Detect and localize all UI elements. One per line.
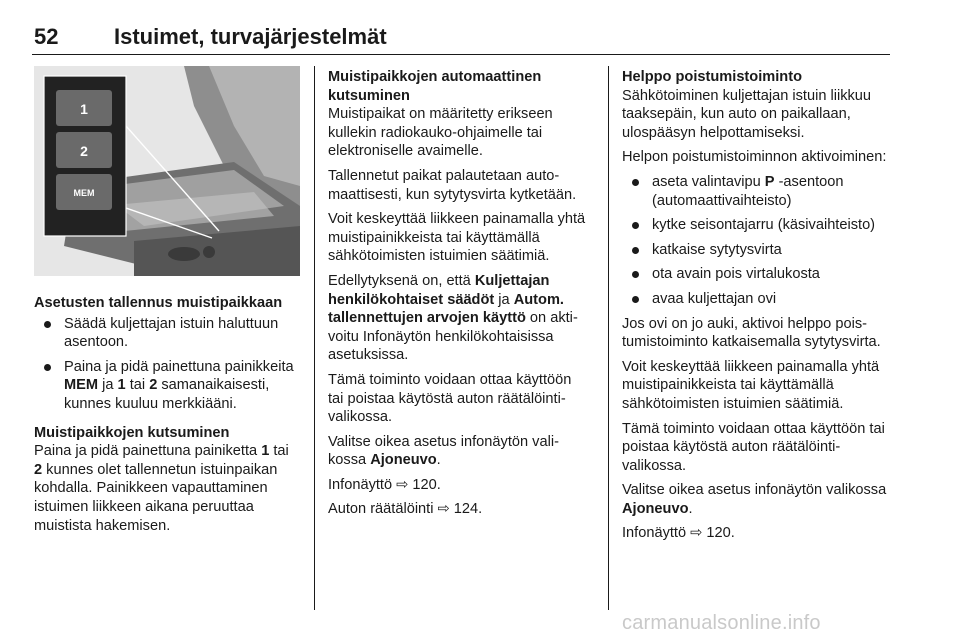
paragraph: Tallennetut paikat palautetaan automaattisesti, kun sytytysvirta kytketään. xyxy=(328,167,577,203)
seat-memory-figure xyxy=(34,66,300,276)
save-steps-list xyxy=(34,315,300,414)
paragraph: Voit keskeyttää liikkeen painamalla yhtä muistipainikkeista tai käyttämällä sähkötoimisten istuimien säätimiä. xyxy=(622,358,880,412)
paragraph: Sähkötoiminen kuljettajan istuin liikkuu taaksepäin, kun auto on paikallaan, ulospääsyn helpottamiseksi. xyxy=(622,87,872,141)
paragraph: Jos ovi on jo auki, aktivoi helppo poistumistoiminto katkaisemalla sytytysvirta. xyxy=(622,315,881,351)
list-item: aseta valintavipu P -asentoon (automaattivaihteisto) xyxy=(622,173,892,210)
chapter-title: Istuimet, turvajärjestelmät xyxy=(114,24,387,49)
column-1 xyxy=(34,294,300,541)
watermark: carmanualsonline.info xyxy=(622,612,821,634)
paragraph: Valitse oikea asetus infonäytön valikossa Ajoneuvo. xyxy=(328,433,559,469)
save-heading: Asetusten tallennus muistipaikkaan xyxy=(34,295,283,311)
paragraph: Tämä toiminto voidaan ottaa käyttöön tai poistaa käytöstä auton räätälöintivalikossa. xyxy=(622,420,885,474)
list-item: ota avain pois virtalukosta xyxy=(622,265,892,284)
column-divider xyxy=(608,66,609,610)
cross-reference: Auton räätälöinti ⇨ 124. xyxy=(328,501,483,518)
recall-paragraph: Paina ja pidä painettuna painiketta 1 tai 2 kunnes olet tallennetun istuinpaikan kohdalla. Painikkeen vapauttaminen istuimen liikkeen aikana peruuttaa muistista hakemisen. xyxy=(34,443,289,534)
auto-recall-heading: Muistipaikkojen automaattinen kutsuminen xyxy=(328,69,542,104)
cross-reference: Infonäyttö ⇨ 120. xyxy=(622,525,735,542)
list-item: katkaise sytytysvirta xyxy=(622,241,892,260)
column-2 xyxy=(328,68,586,525)
paragraph: Valitse oikea asetus infonäytön valikossa Ajoneuvo. xyxy=(622,482,887,517)
list-item: avaa kuljettajan ovi xyxy=(622,290,892,309)
button-mem-label: MEM xyxy=(73,188,95,198)
memory-seat-buttons-illustration xyxy=(34,66,300,276)
column-divider xyxy=(314,66,315,610)
button-2-label: 2 xyxy=(80,143,88,159)
paragraph: Helpon poistumistoiminnon aktivoiminen: xyxy=(622,149,887,166)
paragraph: Tämä toiminto voidaan ottaa käyttöön tai poistaa käytöstä auton räätälöintivalikossa. xyxy=(328,371,572,426)
button-1-label: 1 xyxy=(80,101,88,117)
activation-steps-list xyxy=(622,173,892,309)
paragraph: Voit keskeyttää liikkeen painamalla yhtä muistipainikkeista tai käyttämällä sähkötoimisten istuimien säätimiä. xyxy=(328,211,586,265)
recall-heading: Muistipaikkojen kutsuminen xyxy=(34,424,230,441)
cross-reference: Infonäyttö ⇨ 120. xyxy=(328,476,441,493)
list-item: Säädä kuljettajan istuin haluttuun asentoon. xyxy=(34,315,300,352)
page-header xyxy=(32,24,890,55)
list-item: kytke seisontajarru (käsivaihteisto) xyxy=(622,216,892,235)
column-3 xyxy=(622,68,892,549)
page-number: 52 xyxy=(34,24,59,49)
paragraph: Muistipaikat on määritetty erikseen kullekin radiokauko-ohjaimelle tai elektroniselle avaimelle. xyxy=(328,106,553,160)
paragraph: Edellytyksenä on, että Kuljettajan henkilökohtaiset säädöt ja Autom. tallennettujen arvojen käyttö on aktivoitu Infonäytön henkilökohtaisissa asetuksissa. xyxy=(328,272,578,364)
easy-exit-heading: Helppo poistumistoiminto xyxy=(622,69,802,85)
list-item: Paina ja pidä painettuna painikkeita MEM ja 1 tai 2 samanaikaisesti, kunnes kuuluu merkkiääni. xyxy=(34,358,300,414)
